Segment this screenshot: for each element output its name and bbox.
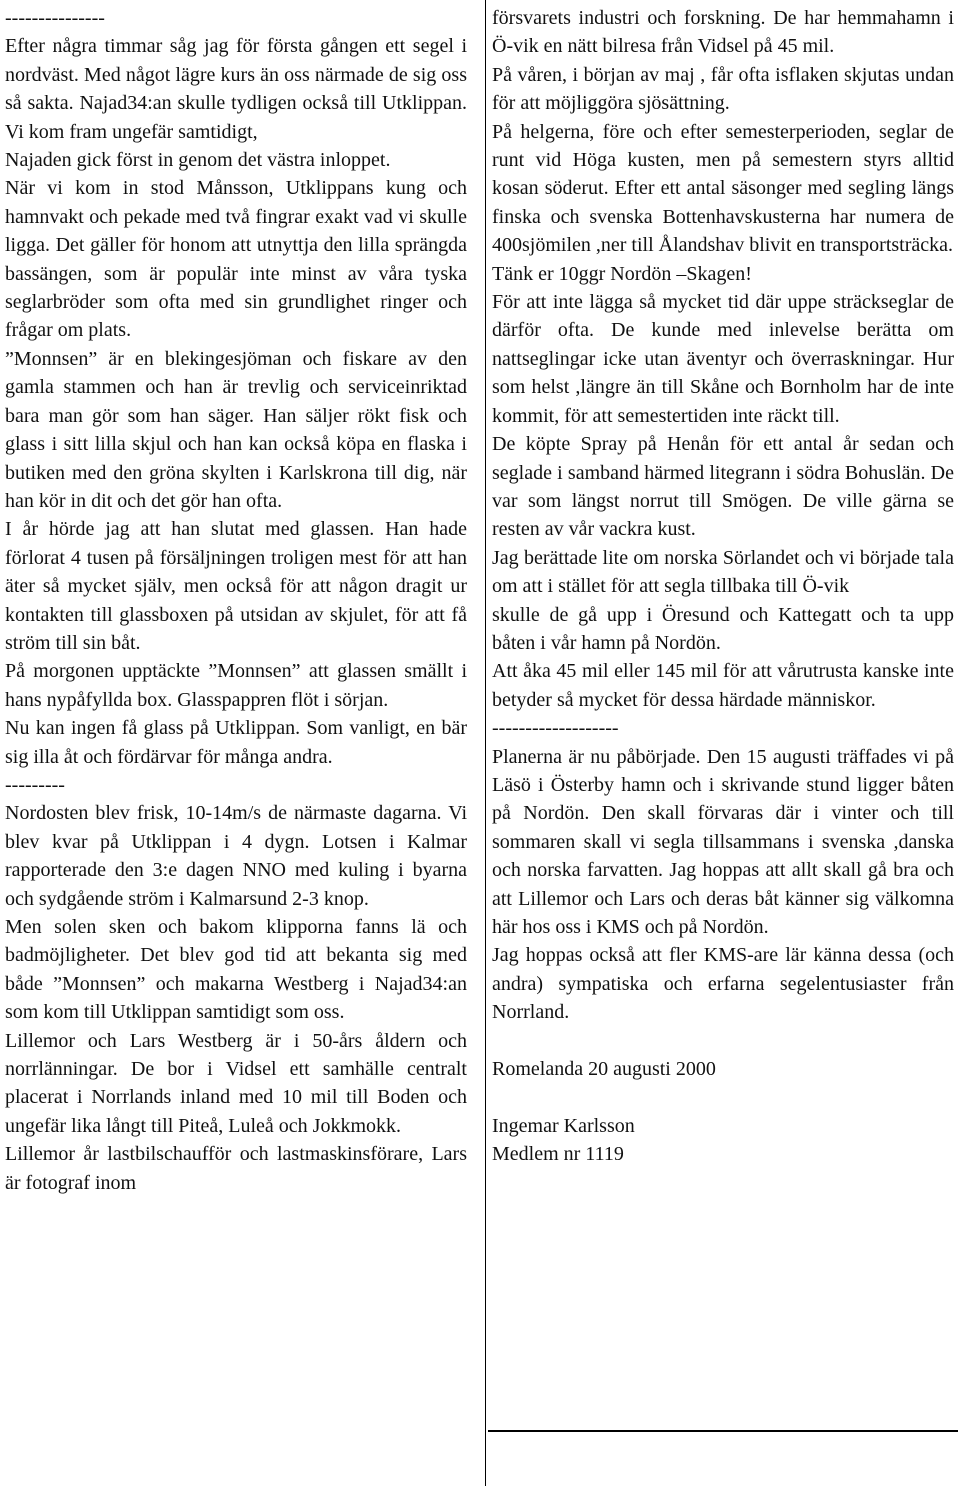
paragraph: Najaden gick först in genom det västra inloppet. (5, 149, 391, 172)
paragraph: På våren, i början av maj , får ofta isflaken skjutas undan för att möjliggöra sjösättning. (492, 63, 954, 115)
paragraph: försvarets industri och forskning. De har hemmahamn i Ö-vik en nätt bilresa från Vidsel på 45 mil. (492, 7, 954, 58)
left-column (5, 4, 467, 1197)
paragraph: ”Monnsen” är en blekingesjöman och fiskare av den gamla stammen och han är trevlig och serviceinriktad bara man gör som han säger. Han säljer rökt fisk och glass i sitt lilla skjul och han kan också köpa en flaska i butiken med den gröna skylten i Karlskrona till dig, när han kör in dit och det gör han ofta. (5, 347, 467, 512)
right-column (492, 4, 954, 1169)
paragraph: På helgerna, före och efter semesterperioden, seglar de runt vid Höga kusten, men på semestern styrs alltid kosan söderut. Efter ett antal säsonger med segling längs finska och svenska Bottenhavskusterna har numera de 400sjömilen ,ner till Ålandshav blivit en transportsträcka. (492, 120, 954, 257)
paragraph: På morgonen upptäckte ”Monnsen” att glassen smällt i hans nypåfyllda box. Glasspappren flöt i sörjan. (5, 660, 467, 711)
paragraph: Nu kan ingen få glass på Utklippan. Som vanligt, en bär sig illa åt och fördärvar för många andra. (5, 717, 467, 768)
separator: ------------------- (492, 717, 619, 740)
paragraph: Efter några timmar såg jag för första gången ett segel i nordväst. Med något lägre kurs än oss närmade de sig oss så sakta. Najad34:an skulle tydligen också till Utklippan. Vi kom fram ungefär samtidigt, (5, 35, 467, 143)
paragraph: För att inte lägga så mycket tid där uppe sträckseglar de därför ofta. De kunde med inlevelse berätta om nattseglingar icke utan äventyr och överraskningar. Hur som helst ,längre än till Skåne och Bornholm har de inte kommit, för att semestertiden inte räckt till. (492, 291, 954, 427)
paragraph: Planerna är nu påbörjade. Den 15 augusti träffades vi på Läsö i Österby hamn och i skrivande stund ligger båten på Nordön. Den skall förvaras där i vinter och till sommaren skall vi segla tillsammans i svenska ,danska och norska farvatten. Jag hoppas att allt skall gå bra och att Lillemor och Lars och deras båt känner sig välkomna här hos oss i KMS och på Nordön. (492, 745, 954, 938)
paragraph: Jag berättade lite om norska Sörlandet och vi började tala om att i stället för att segla tillbaka till Ö-vik (492, 546, 954, 598)
paragraph: Nordosten blev frisk, 10-14m/s de närmaste dagarna. Vi blev kvar på Utklippan i 4 dygn. Lotsen i Kalmar rapporterade den 3:e dagen NNO med kuling i byarna och sydgående ström i Kalmarsund 2-3 knop. (5, 802, 467, 910)
paragraph: Men solen sken och bakom klipporna fanns lä och badmöjligheter. Det blev god tid att bekanta sig med både ”Monnsen” och makarna Westberg i Najad34:an som kom till Utklippan samtidigt som oss. (5, 916, 467, 1024)
column-divider (485, 0, 486, 1486)
paragraph: Jag hoppas också att fler KMS-are lär känna dessa (och andra) sympatiska och erfarna segelentusiaster från Norrland. (492, 944, 954, 1024)
blank-line (492, 1027, 954, 1055)
paragraph: Tänk er 10ggr Nordön –Skagen! (492, 262, 752, 285)
separator: --------- (5, 773, 65, 796)
author-name: Ingemar Karlsson (492, 1114, 635, 1137)
paragraph: I år hörde jag att han slutat med glassen. Han hade förlorat 4 tusen på försäljningen troligen mest för att han äter så mycket själv, men också för att någon dragit ur kontakten till glassboxen på utsidan av skjulet, för att få ström till sin båt. (5, 518, 467, 654)
paragraph: När vi kom in stod Månsson, Utklippans kung och hamnvakt och pekade med två fingrar exakt vad vi skulle ligga. Det gäller för honom att utnyttja den lilla sprängda bassängen, som är populär inte minst av våra tyska seglarbröder som ofta med sin grundlighet ringer och frågar om plats. (5, 177, 467, 342)
paragraph: Att åka 45 mil eller 145 mil för att vårutrusta kanske inte betyder så mycket för dessa härdade människor. (492, 660, 954, 711)
separator: --------------- (5, 7, 105, 29)
paragraph: De köpte Spray på Henån för ett antal år sedan och seglade i samband härmed litegrann i södra Bohuslän. De var som längst norrut till Smögen. De ville gärna se resten av vår vackra kust. (492, 433, 954, 541)
paragraph: Lillemor år lastbilschaufför och lastmaskinsförare, Lars är fotograf inom (5, 1143, 467, 1194)
bottom-rule (488, 1430, 958, 1432)
blank-line (492, 1083, 954, 1111)
paragraph: skulle de gå upp i Öresund och Kattegatt och ta upp båten i vår hamn på Nordön. (492, 603, 954, 654)
membership-number: Medlem nr 1119 (492, 1143, 624, 1166)
place-date: Romelanda 20 augusti 2000 (492, 1058, 716, 1081)
paragraph: Lillemor och Lars Westberg är i 50-års åldern och norrlänningar. De bor i Vidsel ett samhälle centralt placerat i Norrlands inland med 10 mil till Boden och ungefär lika långt till Piteå, Luleå och Jokkmokk. (5, 1029, 467, 1137)
